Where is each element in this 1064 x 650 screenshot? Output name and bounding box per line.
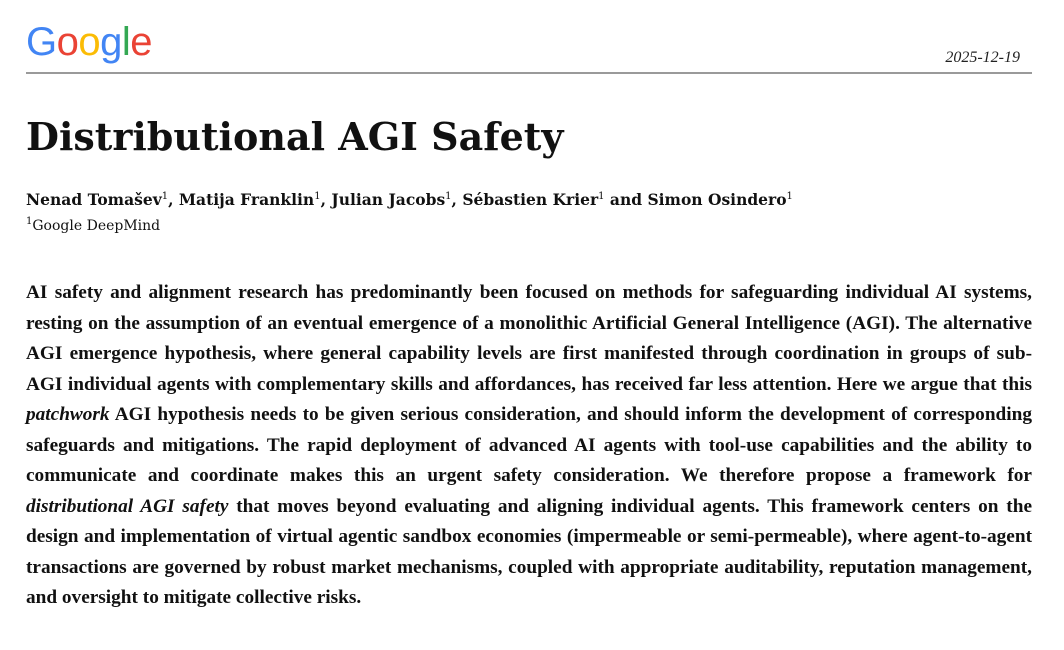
author-affiliation-mark: 1 (445, 191, 452, 202)
header-divider (26, 72, 1032, 74)
abstract-text: AI safety and alignment research has predominantly been focused on methods for safeguarding individual AI systems, resting on the assumption of an eventual emergence of a monolithic Artificial General Intelligence (AGI). The alternative AGI emergence hypothesis, where general capability levels are first manifested through coordination in groups of sub-AGI individual agents with complementary skills and affordances, has received far less attention. Here we argue that this (26, 282, 1032, 395)
author: Matija Franklin (178, 190, 315, 209)
author-affiliation-mark: 1 (786, 191, 793, 202)
paper-title: Distributional AGI Safety (26, 114, 564, 159)
author: Nenad Tomašev (26, 190, 162, 209)
author: Sébastien Krier (462, 190, 599, 209)
header (26, 18, 1032, 76)
logo-letter: o (78, 20, 101, 64)
author-list (26, 189, 793, 211)
abstract-emphasis: distributional AGI safety (26, 495, 229, 517)
logo-letter: l (121, 20, 131, 64)
abstract-text: that moves beyond evaluating and aligning individual agents. This framework centers on the design and implementation of virtual agentic sandbox economies (impermeable or semi-permeable), where agent-to-agent transactions are governed by robust market mechanisms, coupled with appropriate auditability, reputation management, and oversight to mitigate collective risks. (26, 495, 1032, 608)
abstract-emphasis: patchwork (26, 404, 110, 425)
logo-letter: G (26, 20, 57, 64)
affiliation-name: Google DeepMind (32, 218, 161, 234)
publication-date: 2025-12-19 (945, 49, 1020, 66)
abstract (26, 278, 1032, 614)
affiliation (26, 216, 160, 236)
author: Julian Jacobs (331, 190, 446, 209)
logo-letter: g (100, 20, 122, 64)
author-separator: , (168, 190, 179, 209)
author-affiliation-mark: 1 (161, 191, 169, 202)
author-affiliation-mark: 1 (314, 191, 321, 202)
abstract-text: AGI hypothesis needs to be given serious consideration, and should inform the development of corresponding safeguards and mitigations. The rapid deployment of advanced AI agents with tool-use capabilities and the ability to communicate and coordinate makes this an urgent safety consideration. We therefore propose a framework for (26, 404, 1032, 486)
logo-letter: o (56, 20, 79, 64)
affiliation-mark: 1 (26, 216, 33, 227)
author-separator: , (451, 190, 463, 209)
author: Simon Osindero (647, 190, 787, 209)
author-separator: and (604, 190, 648, 209)
author-separator: , (320, 190, 332, 209)
google-logo (26, 20, 152, 64)
author-affiliation-mark: 1 (598, 191, 605, 202)
logo-letter: e (130, 20, 153, 64)
